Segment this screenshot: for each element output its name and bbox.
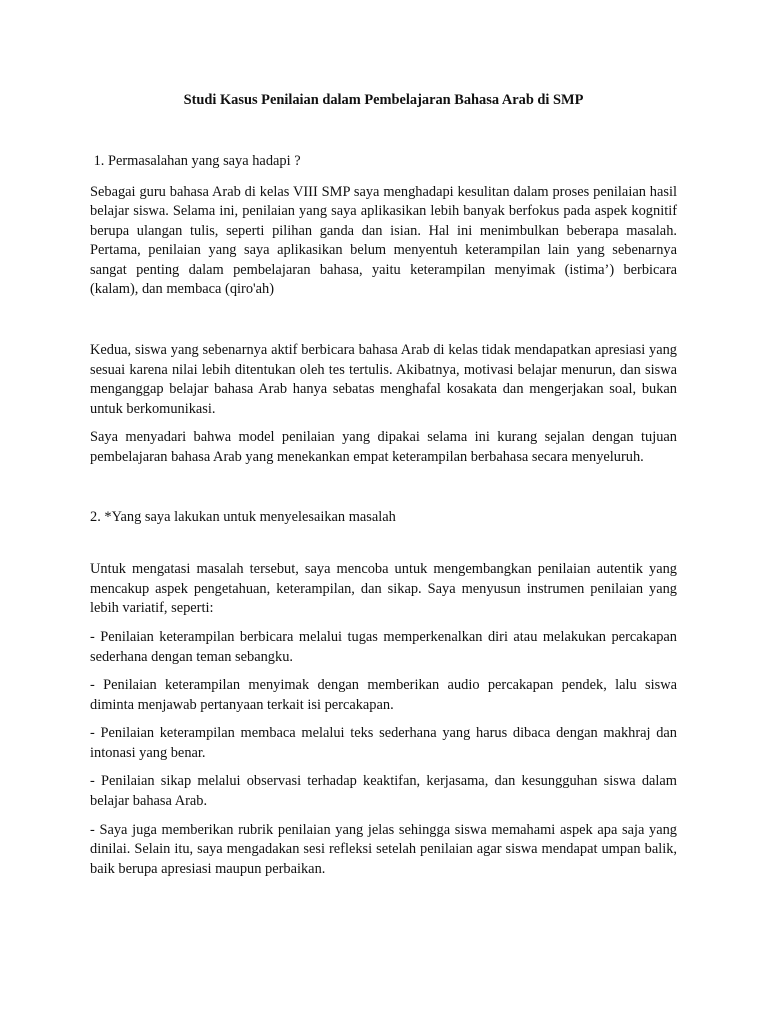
section2-list-item-4: - Penilaian sikap melalui observasi terhadap keaktifan, kerjasama, dan kesungguhan siswa dalam belajar bahasa Arab. — [90, 773, 677, 810]
section2-list-item-5: - Saya juga memberikan rubrik penilaian yang jelas sehingga siswa memahami aspek apa saja yang dinilai. Selain itu, saya mengadakan sesi refleksi setelah penilaian agar siswa mendapat umpan balik, baik berupa apresiasi maupun perbaikan. — [90, 821, 677, 877]
section2-list-item-3: - Penilaian keterampilan membaca melalui teks sederhana yang harus dibaca dengan makhraj dan intonasi yang benar. — [90, 725, 677, 761]
section2-paragraph-1: Untuk mengatasi masalah tersebut, saya mencoba untuk mengembangkan penilaian autentik yang mencakup aspek pengetahuan, keterampilan, dan sikap. Saya menyusun instrumen penilaian yang lebih variatif, seperti: — [90, 561, 677, 617]
section2-list-item-1: - Penilaian keterampilan berbicara melalui tugas memperkenalkan diri atau melakukan percakapan sederhana dengan teman sebangku. — [90, 628, 677, 665]
section1-paragraph-2: Kedua, siswa yang sebenarnya aktif berbicara bahasa Arab di kelas tidak mendapatkan apresiasi yang sesuai karena nilai lebih ditentukan oleh tes tertulis. Akibatnya, motivasi belajar menurun, dan siswa menganggap belajar bahasa Arab hanya sebatas menghafal kosakata dan mengerjakan soal, bukan untuk berkomunikasi. — [90, 342, 677, 417]
section1-paragraph-3: Saya menyadari bahwa model penilaian yang dipakai selama ini kurang sejalan dengan tujuan pembelajaran bahasa Arab yang menekankan empat keterampilan berbahasa secara menyeluruh. — [90, 429, 677, 466]
document-title: Studi Kasus Penilaian dalam Pembelajaran Bahasa Arab di SMP — [183, 92, 584, 108]
section2-list-item-2: - Penilaian keterampilan menyimak dengan memberikan audio percakapan pendek, lalu siswa diminta menjawab pertanyaan terkait isi percakapan. — [90, 677, 677, 713]
section1-paragraph-1: Sebagai guru bahasa Arab di kelas VIII SMP saya menghadapi kesulitan dalam proses penilaian hasil belajar siswa. Selama ini, penilaian yang saya aplikasikan lebih banyak berfokus pada aspek kognitif berupa ulangan tulis, seperti pilihan ganda dan isian. Hal ini menimbulkan beberapa masalah. Pertama, penilaian yang saya aplikasikan belum menyentuh keterampilan lain yang sebenarnya sangat penting dalam pembelajaran bahasa, yaitu keterampilan menyimak (istima’) berbicara (kalam), dan membaca (qiro'ah) — [90, 183, 677, 298]
document-body — [90, 90, 677, 879]
section1-heading: 1. Permasalahan yang saya hadapi ? — [90, 153, 301, 169]
section2-heading: 2. *Yang saya lakukan untuk menyelesaikan masalah — [90, 508, 396, 525]
